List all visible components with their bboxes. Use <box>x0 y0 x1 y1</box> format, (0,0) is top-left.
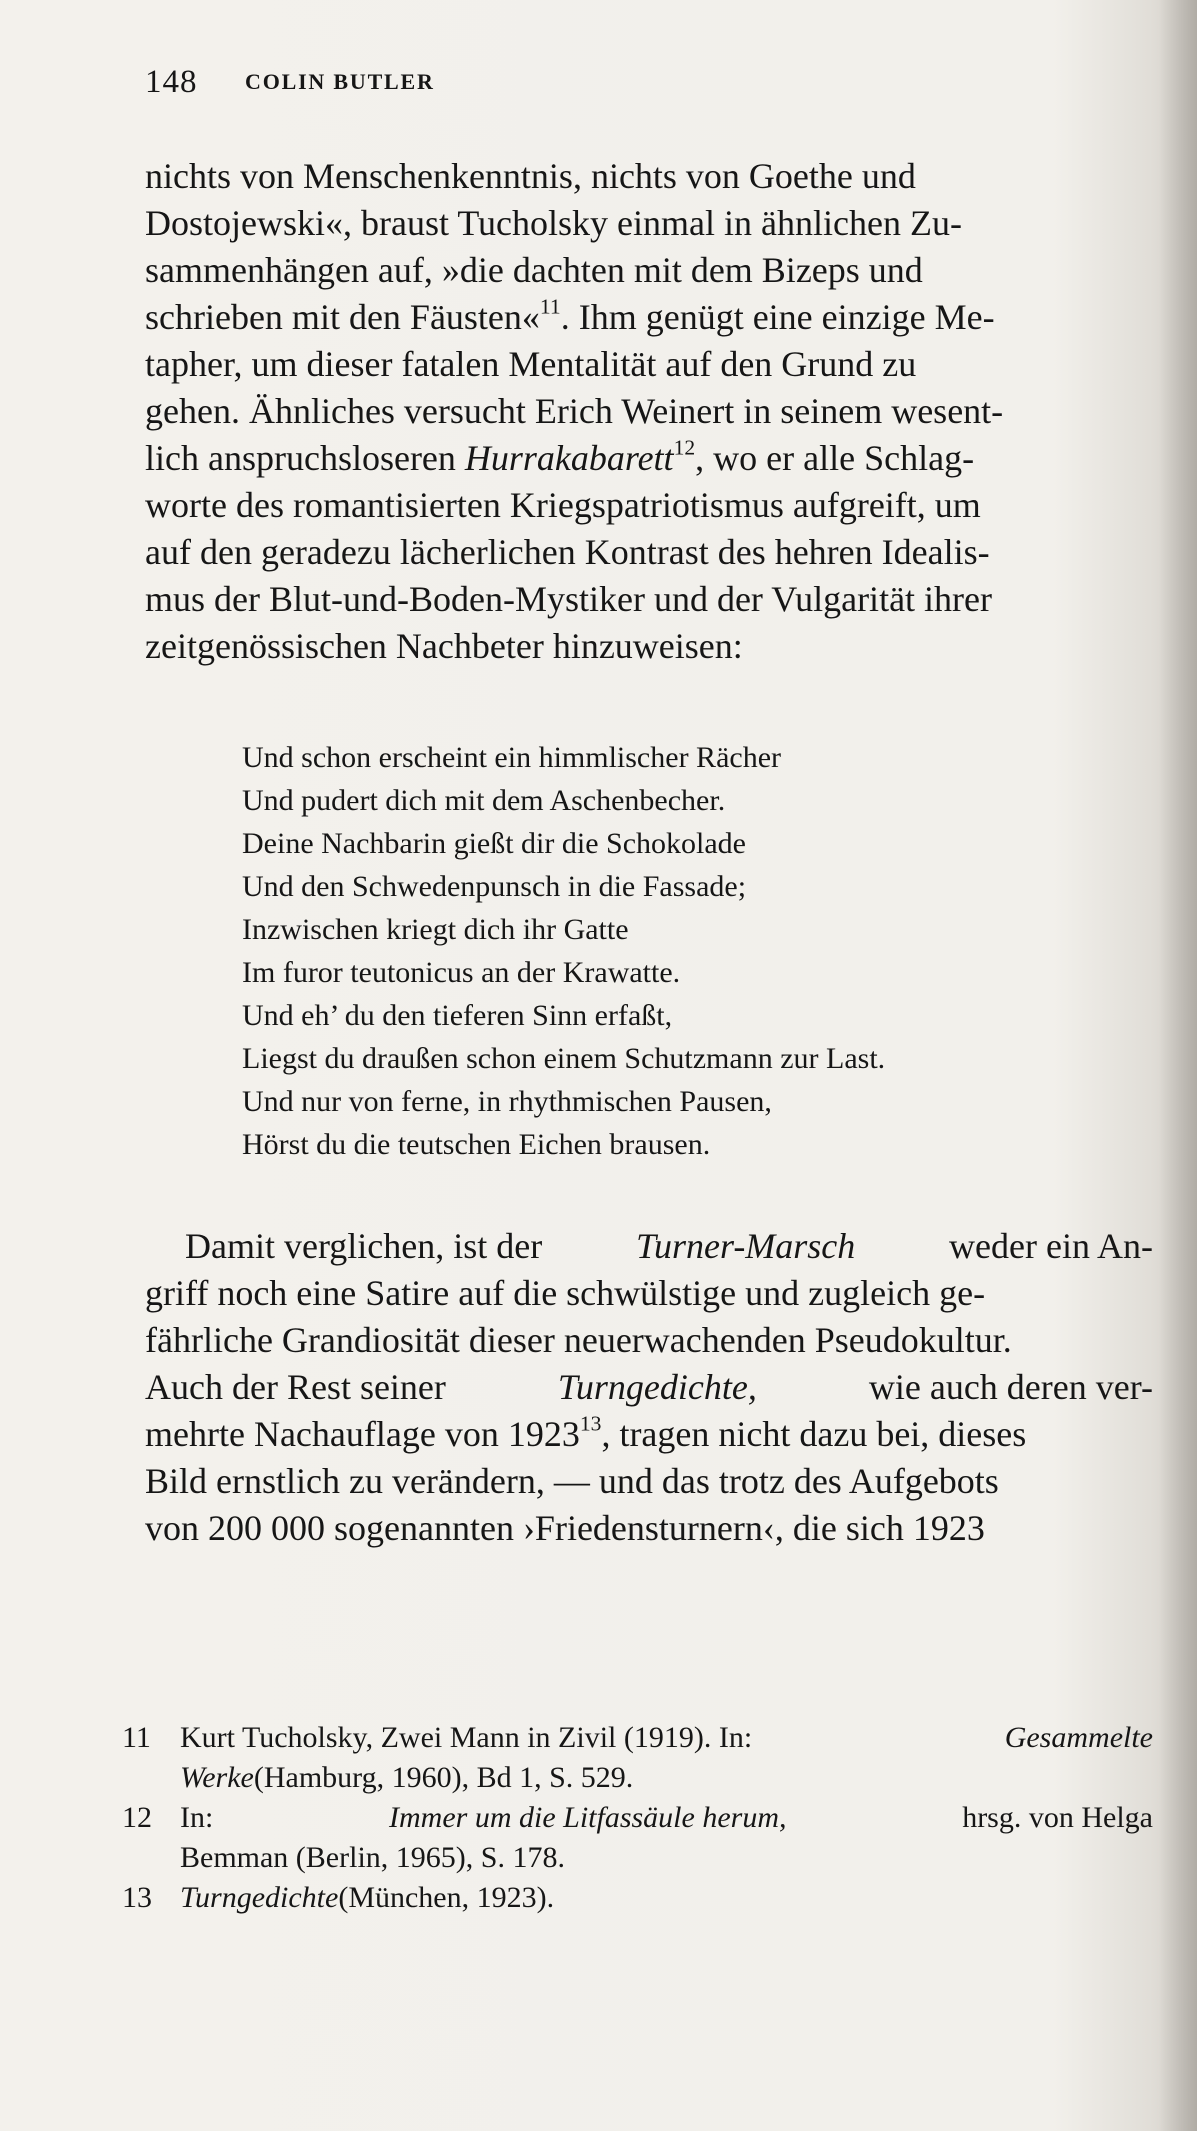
footnote-ref-12[interactable]: 12 <box>673 435 696 460</box>
footnote-line: Bemman (Berlin, 1965), S. 178. <box>180 1841 565 1874</box>
page-number: 148 <box>145 64 198 100</box>
text-line: Bild ernstlich zu verändern, — und das trotz des Aufgebots <box>145 1461 999 1501</box>
verse-line: Deine Nachbarin gießt dir die Schokolade <box>242 827 746 860</box>
text-line: sammenhängen auf, »die dachten mit dem Bizeps und <box>145 250 923 290</box>
work-title: Turner-Marsch <box>636 1226 856 1266</box>
verse-quotation <box>242 736 885 1166</box>
verse-line: Und den Schwedenpunsch in die Fassade; <box>242 870 747 903</box>
verse-line: Inzwischen kriegt dich ihr Gatte <box>242 913 629 946</box>
line-part: lich anspruchsloseren Hurrakabarett$^{12}$, wo er alle Schlag- <box>145 435 975 478</box>
footnote-line: Turngedichte (München, 1923). <box>180 1881 555 1914</box>
paragraph-1 <box>145 153 1153 670</box>
text-line: zeitgenössischen Nachbeter hinzuweisen: <box>145 626 743 666</box>
line-part: schrieben mit den Fäusten«$^{11}$. Ihm genügt eine einzige Me- <box>145 294 995 337</box>
text-line: Auch der Rest seiner Turngedichte, wie auch deren ver- <box>145 1364 1153 1411</box>
verse-line: Und schon erscheint ein himmlischer Rächer <box>242 741 782 774</box>
footnote-line: Kurt Tucholsky, Zwei Mann in Zivil (1919). In: Gesammelte <box>180 1721 1153 1754</box>
paragraph-2 <box>145 1223 1153 1552</box>
text-line: Damit verglichen, ist der Turner-Marsch weder ein An- <box>145 1223 1153 1270</box>
verse-line: Und pudert dich mit dem Aschenbecher. <box>242 784 726 817</box>
footnote-ref-13[interactable]: 13 <box>579 1411 602 1436</box>
footnote-number: 12 <box>122 1801 152 1834</box>
text-line: nichts von Menschenkenntnis, nichts von Goethe und <box>145 156 916 196</box>
footnote-13 <box>122 1878 1153 1918</box>
footnote-line: In: Immer um die Litfassäule herum, hrsg. von Helga <box>180 1801 1153 1834</box>
text-line: tapher, um dieser fatalen Mentalität auf den Grund zu <box>145 344 917 384</box>
footnote-ref-11[interactable]: 11 <box>539 294 561 319</box>
footnote-line: Werke (Hamburg, 1960), Bd 1, S. 529. <box>180 1761 634 1794</box>
footnote-body <box>180 1878 1153 1918</box>
work-title: Hurrakabarett <box>464 438 674 478</box>
text-line: fährliche Grandiosität dieser neuerwachenden Pseudokultur. <box>145 1320 1012 1360</box>
text-line <box>145 1411 1153 1458</box>
footnotes <box>122 1718 1153 1918</box>
footnote-number: 13 <box>122 1881 152 1914</box>
text-line: Dostojewski«, braust Tucholsky einmal in ähnlichen Zu- <box>145 203 962 243</box>
verse-line: Im furor teutonicus an der Krawatte. <box>242 956 681 989</box>
text-line: auf den geradezu lächerlichen Kontrast des hehren Idealis- <box>145 532 990 572</box>
verse-line: Hörst du die teutschen Eichen brausen. <box>242 1128 711 1161</box>
text-line: worte des romantisierten Kriegspatriotismus aufgreift, um <box>145 485 981 525</box>
text-line <box>145 294 1153 341</box>
text-line <box>145 435 1153 482</box>
verse-line: Liegst du draußen schon einem Schutzmann zur Last. <box>242 1042 886 1075</box>
line-part: Damit verglichen, ist der <box>185 1226 543 1266</box>
footnote-number: 11 <box>122 1721 151 1754</box>
verse-line: Und eh’ du den tieferen Sinn erfaßt, <box>242 999 673 1032</box>
line-part: mehrte Nachauflage von 1923$^{13}$, tragen nicht dazu bei, dieses <box>145 1411 1027 1454</box>
text-line: griff noch eine Satire auf die schwülstige und zugleich ge- <box>145 1273 986 1313</box>
verse-line: Und nur von ferne, in rhythmischen Pausen, <box>242 1085 772 1118</box>
footnote-12 <box>122 1798 1153 1878</box>
text-line: mus der Blut-und-Boden-Mystiker und der Vulgarität ihrer <box>145 579 993 619</box>
page-edge-shadow <box>1159 0 1197 2131</box>
footnote-11 <box>122 1718 1153 1798</box>
running-head: COLIN BUTLER <box>245 69 435 94</box>
footnote-body <box>180 1798 1153 1878</box>
text-line: von 200 000 sogenannten ›Friedensturnern‹, die sich 1923 <box>145 1508 985 1548</box>
footnote-body <box>180 1718 1153 1798</box>
text-line: gehen. Ähnliches versucht Erich Weinert in seinem wesent- <box>145 391 1004 431</box>
work-title: Turngedichte, <box>557 1367 757 1407</box>
